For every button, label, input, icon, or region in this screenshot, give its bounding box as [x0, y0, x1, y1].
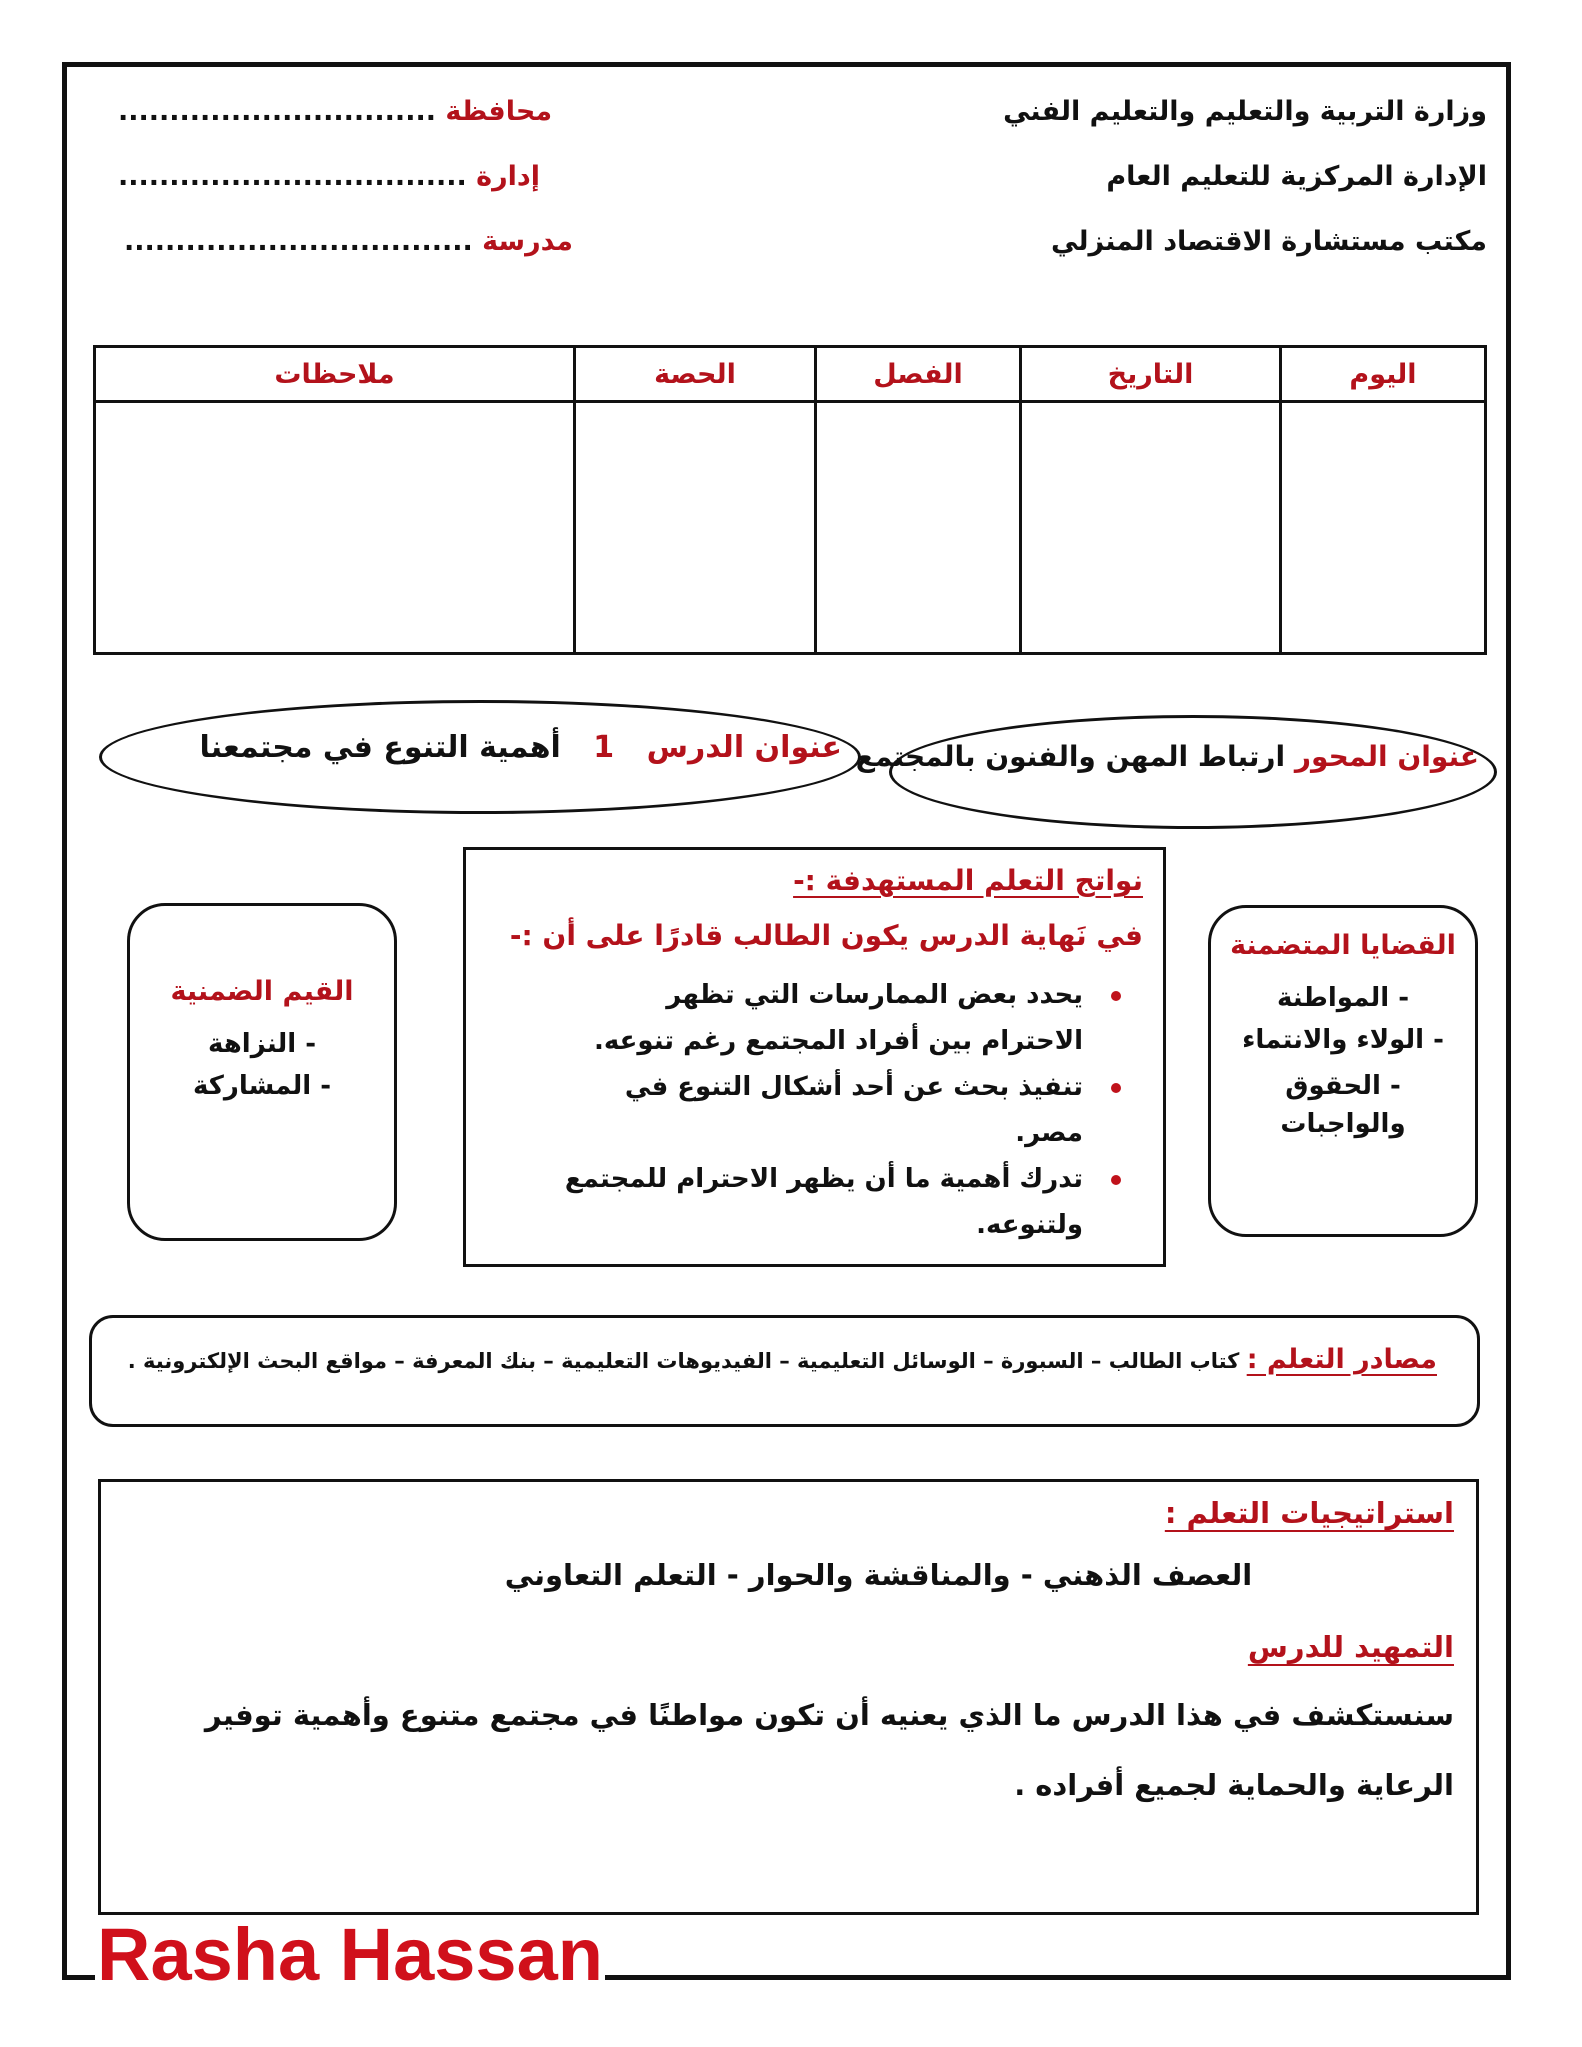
sources-value: كتاب الطالب – السبورة – الوسائل التعليمية – الفيديوهات التعليمية – بنك المعرفة – مواقع البحث الإلكترونية .: [127, 1349, 1240, 1373]
learning-sources-box: [89, 1315, 1480, 1427]
issue-item: - الحقوق والواجبات: [1280, 1071, 1406, 1139]
cell-day[interactable]: [1281, 402, 1486, 654]
administration-dots: ..................................: [118, 161, 467, 192]
schedule-table: [93, 345, 1487, 655]
ministry-name: وزارة التربية والتعليم والتعليم الفني: [1003, 96, 1487, 127]
sources-label: مصادر التعلم :: [1246, 1344, 1437, 1375]
col-day: اليوم: [1281, 347, 1486, 402]
lesson-value: أهمية التنوع في مجتمعنا: [199, 730, 561, 765]
outcomes-list: [486, 972, 1143, 1248]
author-signature: Rasha Hassan: [97, 1913, 603, 1996]
administration-field: [118, 161, 540, 192]
value-item: - النزاهة: [207, 1029, 316, 1059]
issues-title: القضايا المتضمنة: [1230, 930, 1456, 961]
value-item: - المشاركة: [192, 1071, 332, 1101]
school-dots: ..................................: [124, 226, 473, 257]
administration-label: إدارة: [476, 161, 540, 192]
axis-value: ارتباط المهن والفنون بالمجتمع: [855, 740, 1286, 773]
cell-period[interactable]: [575, 402, 816, 654]
outcomes-intro: في نَهاية الدرس يكون الطالب قادرًا على أن :-: [509, 919, 1143, 952]
issues-box: [1208, 905, 1478, 1237]
governorate-field: [118, 96, 552, 127]
outcome-item: يحدد بعض الممارسات التي تظهر الاحترام بين أفراد المجتمع رغم تنوعه.: [556, 972, 1083, 1064]
col-class: الفصل: [816, 347, 1021, 402]
values-title: القيم الضمنية: [170, 976, 354, 1007]
strategies-box: [98, 1479, 1479, 1915]
strategies-value: العصف الذهني - والمناقشة والحوار - التعلم التعاوني: [504, 1558, 1253, 1592]
strategies-title: استراتيجيات التعلم :: [1164, 1496, 1454, 1530]
outcome-item: تنفيذ بحث عن أحد أشكال التنوع في مصر.: [556, 1064, 1083, 1156]
outcomes-box: [463, 847, 1166, 1267]
cell-class[interactable]: [816, 402, 1021, 654]
bullet-icon: [1111, 1083, 1121, 1093]
col-date: التاريخ: [1021, 347, 1281, 402]
bullet-icon: [1111, 991, 1121, 1001]
cell-notes[interactable]: [95, 402, 575, 654]
col-notes: ملاحظات: [95, 347, 575, 402]
lesson-label: عنوان الدرس: [646, 730, 842, 765]
schedule-body-row: [95, 402, 1486, 654]
lesson-title: [199, 730, 842, 765]
school-label: مدرسة: [482, 226, 573, 257]
bullet-icon: [1111, 1175, 1121, 1185]
outcomes-title: نواتج التعلم المستهدفة :-: [793, 864, 1143, 897]
values-box: [127, 903, 397, 1241]
intro-text: سنستكشف في هذا الدرس ما الذي يعنيه أن تكون مواطنًا في مجتمع متنوع وأهمية توفير الرعاية والحماية لجميع أفراده .: [204, 1698, 1454, 1802]
central-admin-name: الإدارة المركزية للتعليم العام: [1106, 161, 1487, 192]
issue-item: - الولاء والانتماء: [1242, 1025, 1444, 1055]
lesson-number: 1: [593, 730, 615, 765]
governorate-dots: ...............................: [118, 96, 436, 127]
governorate-label: محافظة: [445, 96, 553, 127]
issue-item: - المواطنة: [1276, 983, 1410, 1013]
office-name: مكتب مستشارة الاقتصاد المنزلي: [1051, 226, 1487, 257]
schedule-header-row: [95, 347, 1486, 402]
axis-label: عنوان المحور: [1294, 740, 1479, 773]
col-period: الحصة: [575, 347, 816, 402]
outcome-item: تدرك أهمية ما أن يظهر الاحترام للمجتمع ولتنوعه.: [556, 1156, 1083, 1248]
axis-title: [856, 740, 1479, 773]
cell-date[interactable]: [1021, 402, 1281, 654]
school-field: [124, 226, 573, 257]
intro-title: التمهيد للدرس: [1247, 1630, 1454, 1664]
